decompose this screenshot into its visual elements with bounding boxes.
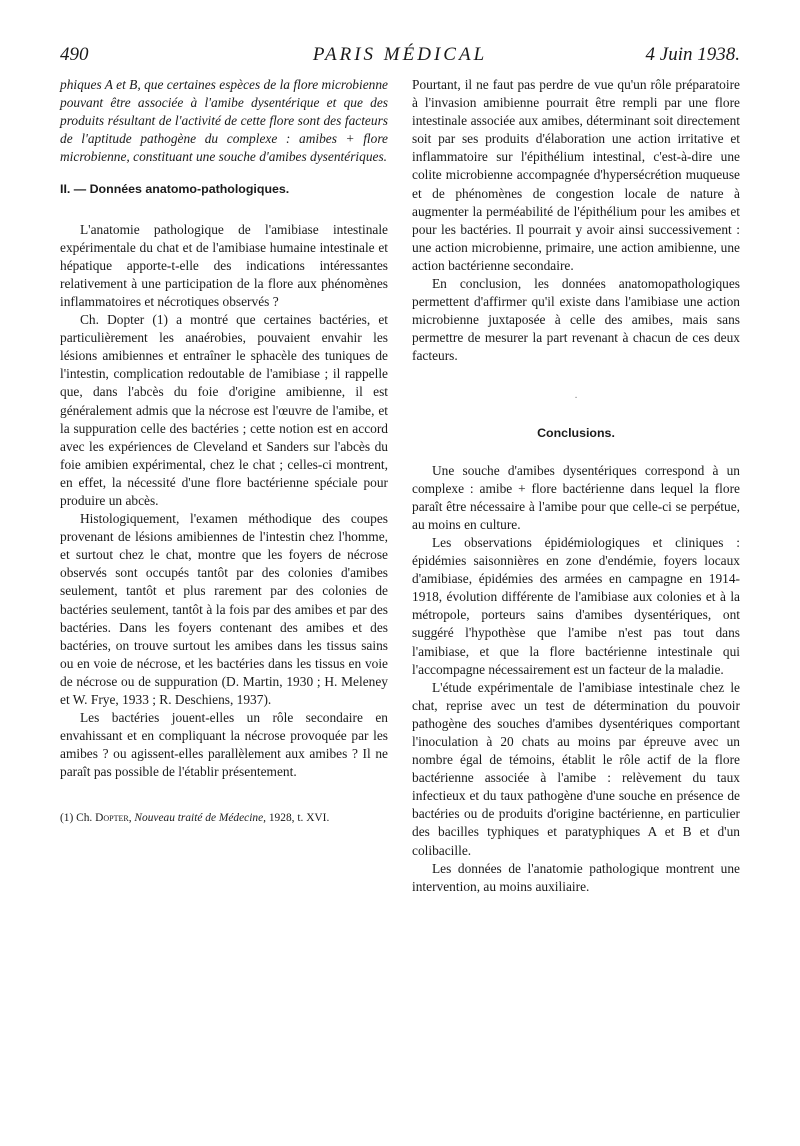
conclusions-heading: Conclusions. — [537, 425, 615, 440]
footnote — [60, 811, 388, 826]
page-number: 490 — [60, 44, 89, 65]
separator-dot: · — [574, 392, 578, 404]
conclusion-paragraph: L'étude expérimentale de l'amibiase intestinale chez le chat, reprise avec un test de détermination du pouvoir pathogène des souches d'amibes dysentériques comportant l'inoculation à 20 chats au moins par épreuve avec un nombre égal de témoins, établit le rôle actif de la flore bactérienne associée à l'amibe : relèvement du taux infectieux et du taux pathogène d'une souche en présence de bactéries ou de produits d'origine bactérienne, en particulier des bacilles typhiques et paratyphiques A et B et d'un colibacille. — [412, 679, 740, 858]
conclusion-paragraph: Une souche d'amibes dysentériques correspond à un complexe : amibe + flore bactérienne dans lequel la flore paraît être nécessaire à l'amibe pour que celle-ci se perpétue, au moins en culture. — [412, 462, 740, 532]
footnote-details: 1928, t. XVI. — [268, 812, 330, 825]
spacer — [60, 781, 388, 811]
paragraph: Pourtant, il ne faut pas perdre de vue qu'un rôle préparatoire à l'invasion amibienne pourrait être rempli par une flore intestinale associée aux amibes, déterminant soit directement soit par ses produits d'élaboration une action irritative et inflammatoire sur l'épithélium intestinal, c'est-à-dire une colite microbienne accompagnée d'hypersécrétion muqueuse et de phénomènes de congestion locale de nature à augmenter la perméabilité de l'épithélium pour les amibes et pour les bactéries. Il pourrait y avoir ainsi successivement : une action microbienne, primaire, une action amibienne, une action bactérienne secondaire. — [412, 77, 740, 273]
journal-title: PARIS MÉDICAL — [312, 44, 488, 65]
page-header — [60, 44, 740, 74]
footnote-title: Nouveau traité de Médecine, — [134, 812, 266, 825]
paragraph: Histologiquement, l'examen méthodique des coupes provenant de lésions amibiennes de l'intestin chez l'homme, et surtout chez le chat, montre que les foyers de nécrose observés sont occupés tantôt par des colonies d'amibes seulement, tantôt et plus rarement par des colonies de bactéries seulement, tantôt à la fois par des amibes et par des bactéries. Dans les foyers contenant des amibes et des bactéries, on trouve surtout les amibes dans les tissus sains ou en voie de nécrose, et les bactéries dans les tissus en voie de nécrose ou de suppuration (D. Martin, 1930 ; H. Meleney et W. Frye, 1933 ; R. Deschiens, 1937). — [60, 511, 388, 707]
left-column — [60, 76, 388, 826]
footnote-author: Dopter, — [95, 812, 132, 825]
paragraph: Ch. Dopter (1) a montré que certaines bactéries, et particulièrement les anaérobies, pouvaient envahir les lésions amibiennes et entraîner le sphacèle des tuniques de l'intestin, complication redoutable de l'amibiase ; il rappelle que, dans l'abcès du foie d'origine amibienne, il est généralement admis que la nécrose est l'œuvre de l'amibe, et la suppuration celle des bactéries ; cette notion est en accord avec les expériences de Cleveland et Sanders sur l'abcès du foie amibien expérimental, chez le chat ; celles-ci montrent, en effet, la nécessité d'une flore bactérienne spéciale pour produire un abcès. — [60, 312, 388, 508]
paragraph: Les bactéries jouent-elles un rôle secondaire en envahissant et en compliquant la nécrose provoquée par les amibes ? ou agissent-elles parallèlement aux amibes ? Il ne paraît pas possible de l'établir présentement. — [60, 710, 388, 780]
right-column — [412, 76, 740, 896]
section-heading: II. — Données anatomo-pathologiques. — [60, 182, 290, 197]
intro-italic-paragraph: phiques A et B, que certaines espèces de la flore microbienne pouvant être associée à l'amibe dysentérique et que des produits résultant de l'activité de cette flore sont des facteurs de l'aptitude pathogène du complexe : amibes + flore microbienne, constituant une souche d'amibes dysentériques. — [60, 77, 388, 165]
footnote-number: (1) Ch. — [60, 812, 93, 825]
paragraph: En conclusion, les données anatomopathologiques permettent d'affirmer qu'il existe dans l'amibiase une action microbienne juxtaposée à celle des amibes, mais sans permettre de mesurer la part revenant à chacun de ces deux facteurs. — [412, 276, 740, 364]
conclusion-paragraph: Les observations épidémiologiques et cliniques : épidémies saisonnières en zone d'endémie, foyers locaux d'amibiase, épidémies des armées en campagne en 1914-1918, évolution différente de l'amibiase aux colonies et à la métropole, porteurs sains d'amibes dysentériques, ont suggéré l'hypothèse que l'amibe n'est pas tout dans l'amibiase, et que la flore bactérienne intestinale qui l'accompagne nécessairement est un facteur de la maladie. — [412, 534, 740, 677]
paragraph: L'anatomie pathologique de l'amibiase intestinale expérimentale du chat et de l'amibiase humaine intestinale et hépatique apporte-t-elle des indications intéressantes relativement à une participation de la flore aux phénomènes inflammatoires et nécrotiques observés ? — [60, 221, 388, 309]
issue-date: 4 Juin 1938. — [645, 44, 740, 65]
spacer — [412, 366, 740, 390]
conclusion-paragraph: Les données de l'anatomie pathologique montrent une intervention, au moins auxiliaire. — [412, 860, 740, 894]
